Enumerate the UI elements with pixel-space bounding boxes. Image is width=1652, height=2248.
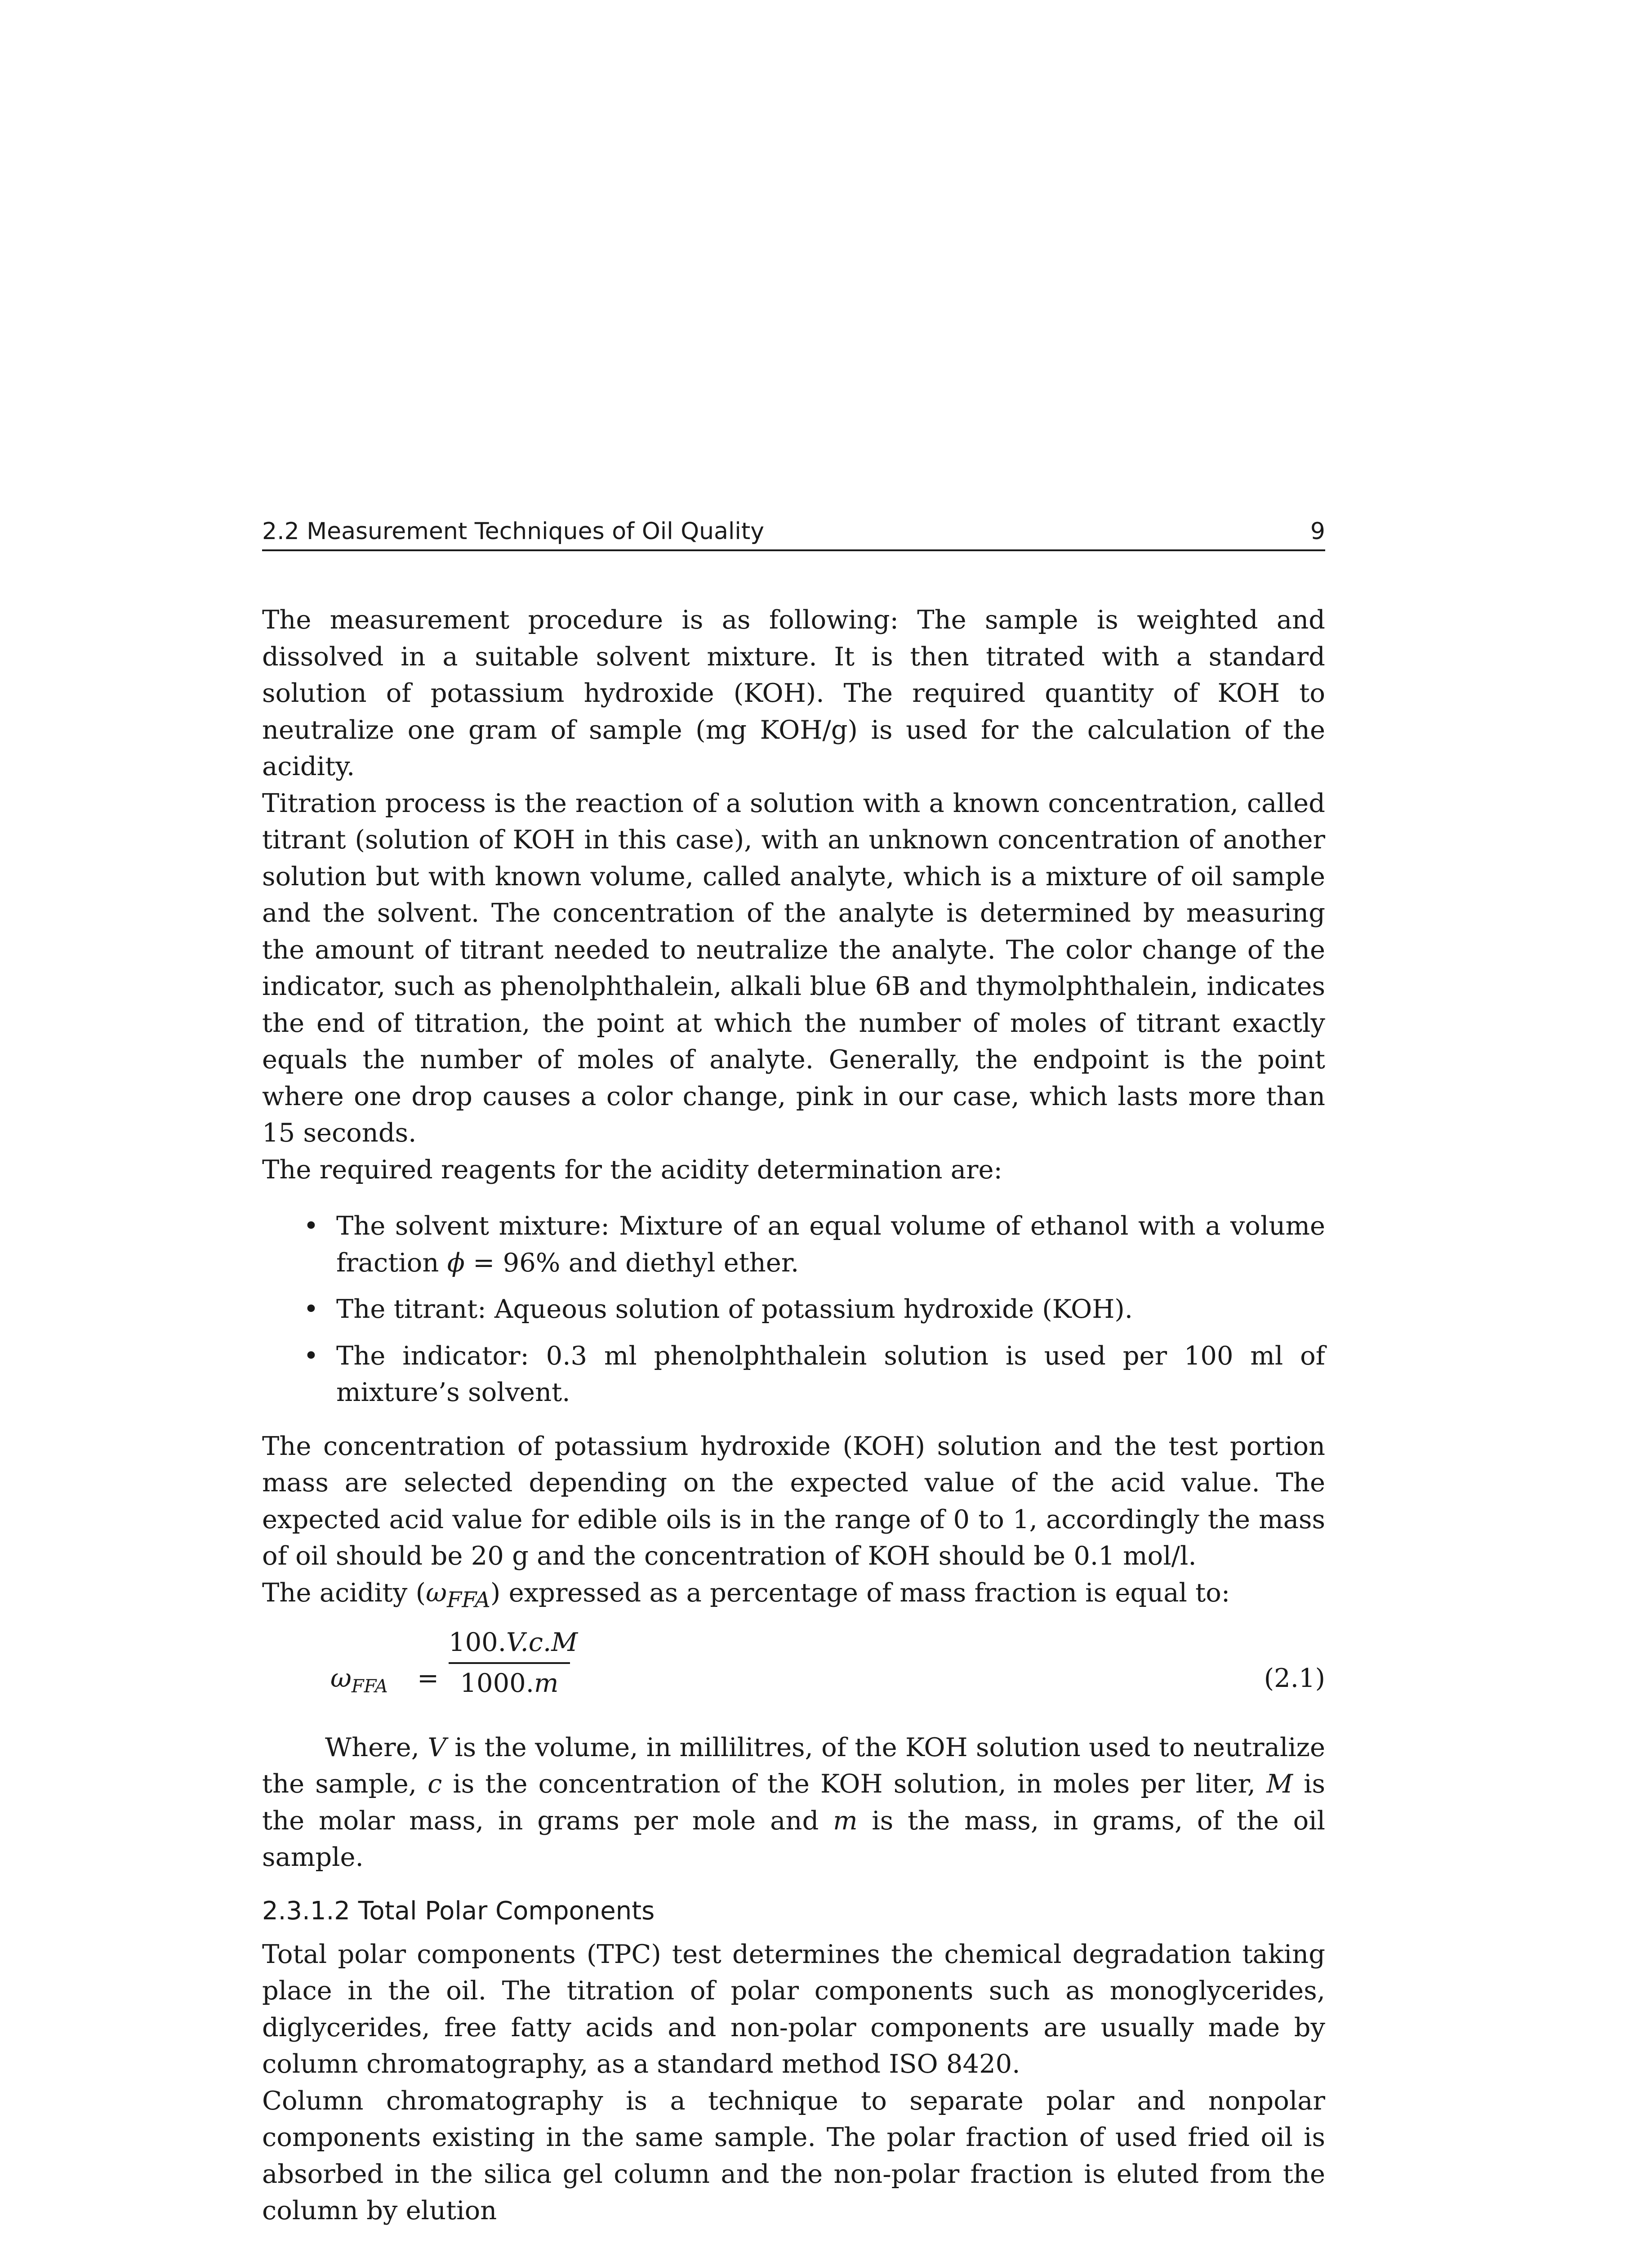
definitions-text-1: Where, — [325, 1732, 428, 1762]
definitions-text-5: is the mass, in grams, of the oil sample. — [262, 1805, 1325, 1872]
equation-2-1 — [262, 1623, 1325, 1729]
equation-lhs-subscript: FFA — [351, 1676, 388, 1697]
paragraph-concentration: The concentration of potassium hydroxide (KOH) solution and the test portion mass are selected depending on the expected value of the acid value. The expected acid value for edible oils is in the range of 0 to 1, accordingly the mass of oil should be 20 g and the concentration of KOH should be 0.1 mol/l. — [262, 1431, 1325, 1571]
reagent-solvent-text-end: = 96% and diethyl ether. — [464, 1247, 799, 1278]
reagent-item-solvent — [262, 1208, 1325, 1281]
reagent-item-indicator — [262, 1338, 1325, 1411]
paragraph-procedure: The measurement procedure is as following: The sample is weighted and dissolved in a suitable solvent mixture. It is then titrated with a standard solution of potassium hydroxide (KOH). The required quantity of KOH to neutralize one gram of sample (mg KOH/g) is used for the calculation of the acidity. — [262, 605, 1325, 781]
numerator-constant: 100. — [449, 1627, 507, 1657]
numerator-variables: V.c.M — [506, 1627, 578, 1657]
definitions-text-2: is the volume, in millilitres, of the KOH solution used to neutralize the sample, — [262, 1732, 1326, 1799]
paragraph-variable-definitions — [262, 1729, 1325, 1876]
paragraph-tpc: Total polar components (TPC) test determines the chemical degradation taking place in the oil. The titration of polar components such as monoglycerides, diglycerides, free fatty acids and non-polar components are usually made by column chromatography, as a standard method ISO 8420. — [262, 1939, 1325, 2079]
denominator-variable: m — [534, 1668, 559, 1698]
definitions-text-4: is the molar mass, in grams per mole and — [262, 1769, 1325, 1836]
paragraph-column-chromatography: Column chromatography is a technique to separate polar and nonpolar components existing in the same sample. The polar fraction of used fried oil is absorbed in the silica gel column and the non-polar fraction is eluted from the column by elution — [262, 2085, 1325, 2226]
running-head — [262, 517, 1325, 551]
equation-equals: = — [417, 1663, 439, 1693]
variable-m-upper: M — [1266, 1769, 1293, 1799]
variable-c: c — [427, 1769, 442, 1799]
acidity-text-end: ) expressed as a percentage of mass fraction is equal to: — [490, 1577, 1230, 1608]
reagent-titrant-text: The titrant: Aqueous solution of potassium hydroxide (KOH). — [336, 1294, 1133, 1324]
reagent-solvent-text: The solvent mixture: Mixture of an equal volume of ethanol with a volume fraction — [336, 1211, 1325, 1278]
paragraph-acidity — [262, 1574, 1325, 1619]
equation-denominator — [449, 1664, 570, 1702]
equation-omega: ω — [330, 1663, 352, 1693]
page-number: 9 — [1310, 518, 1325, 545]
bullet-icon: • — [303, 1211, 319, 1241]
equation-numerator — [449, 1624, 578, 1664]
bullet-icon: • — [303, 1294, 319, 1324]
equation-fraction — [449, 1624, 578, 1702]
acidity-text-start: The acidity ( — [262, 1577, 426, 1608]
variable-v: V — [427, 1732, 446, 1762]
denominator-constant: 1000. — [460, 1668, 534, 1698]
paragraph-reagents-intro: The required reagents for the acidity determination are: — [262, 1154, 1002, 1185]
ffa-subscript: FFA — [446, 1588, 490, 1612]
reagent-item-titrant — [262, 1291, 1325, 1328]
reagent-indicator-text: The indicator: 0.3 ml phenolphthalein solution is used per 100 ml of mixture’s solvent. — [336, 1340, 1325, 1407]
bullet-icon: • — [303, 1340, 319, 1371]
section-heading: 2.3.1.2 Total Polar Components — [262, 1896, 655, 1926]
reagents-list — [262, 1208, 1325, 1411]
running-head-title: 2.2 Measurement Techniques of Oil Quality — [262, 518, 765, 545]
phi-symbol: ϕ — [447, 1247, 465, 1278]
page — [262, 517, 1325, 2229]
equation-lhs — [330, 1660, 388, 1705]
omega-symbol: ω — [426, 1577, 447, 1608]
definitions-text-3: is the concentration of the KOH solution, in moles per liter, — [442, 1769, 1267, 1799]
paragraph-titration: Titration process is the reaction of a solution with a known concentration, called titrant (solution of KOH in this case), with an unknown concentration of another solution but with known volume, called analyte, which is a mixture of oil sample and the solvent. The concentration of the analyte is determined by measuring the amount of titrant needed to neutralize the analyte. The color change of the indicator, such as phenolphthalein, alkali blue 6B and thymolphthalein, indicates the end of titration, the point at which the number of moles of titrant exactly equals the number of moles of analyte. Generally, the endpoint is the point where one drop causes a color change, pink in our case, which lasts more than 15 seconds. — [262, 788, 1325, 1148]
variable-m-lower: m — [833, 1805, 858, 1836]
equation-number: (2.1) — [1264, 1663, 1325, 1693]
body-text — [262, 602, 1325, 2229]
